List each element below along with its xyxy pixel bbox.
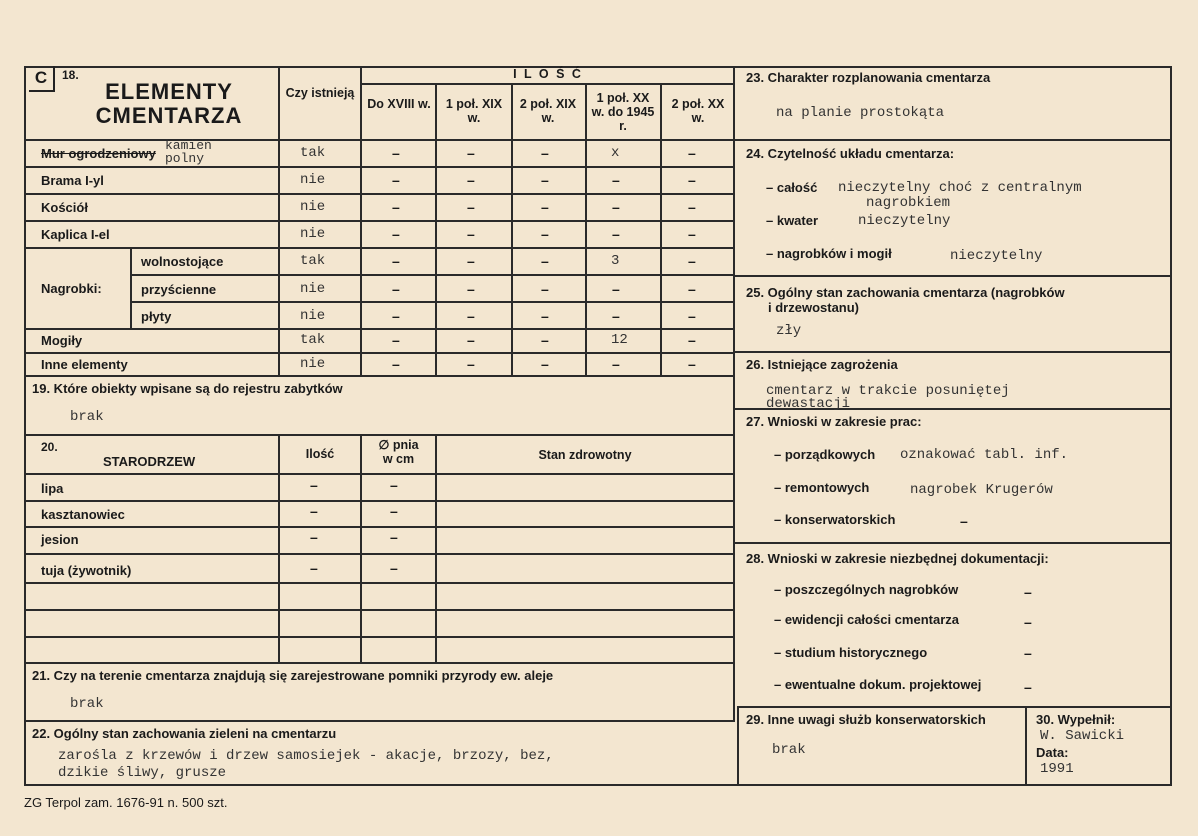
s20-diam: – [390, 503, 398, 519]
s18-period-value: – [541, 253, 549, 269]
s20-row-line [24, 582, 734, 584]
s20-row-label: tuja (żywotnik) [41, 563, 132, 578]
s18-period-value: – [392, 281, 400, 297]
s18-title [84, 80, 254, 128]
s20-row-label: jesion [41, 532, 79, 547]
s20-qty: – [310, 560, 318, 576]
s18-col-p5 [660, 84, 662, 376]
s18-period-value: – [541, 172, 549, 188]
s28-value: – [1024, 645, 1032, 661]
s29-label: 29. Inne uwagi służb konserwatorskich [746, 712, 986, 727]
s18-title-line2: CMENTARZA [95, 103, 243, 128]
s30-date-label: Data: [1036, 745, 1069, 760]
s27-kons-value: – [960, 513, 968, 529]
s20-diam-header: ∅ pnia w cm [378, 438, 419, 466]
divider-29 [737, 706, 739, 786]
s20-row-label: lipa [41, 481, 64, 496]
s28-value: – [1024, 679, 1032, 695]
s18-col-exists-header: Czy istnieją [285, 86, 355, 100]
s27-porz-label: – porządkowych [774, 447, 876, 462]
divider-30 [1025, 706, 1027, 786]
s20-diam: – [390, 560, 398, 576]
s27-rem-value: nagrobek Krugerów [910, 482, 1053, 498]
s18-period-value: – [541, 308, 549, 324]
s18-period-value: – [612, 172, 620, 188]
s19-label: 19. Które obiekty wpisane są do rejestru zabytków [32, 381, 343, 396]
s18-period-value: – [688, 281, 696, 297]
s18-period-value: – [688, 253, 696, 269]
s25-value: zły [776, 323, 802, 339]
s20-diam: – [390, 529, 398, 545]
s18-period-value: – [541, 332, 549, 348]
s20-qty: – [310, 503, 318, 519]
s28-item: – studium historycznego [774, 645, 928, 660]
s24-nagrobkow-value: nieczytelny [950, 248, 1043, 264]
s18-period-value: – [688, 308, 696, 324]
s18-period-value: – [392, 332, 400, 348]
s18-period-value: – [688, 172, 696, 188]
s18-row-label: Kościół [41, 200, 88, 215]
s18-period-value: 3 [611, 253, 620, 269]
s18-period-value: – [688, 332, 696, 348]
s30-label: 30. Wypełnił: [1036, 712, 1116, 727]
s30-date: 1991 [1040, 761, 1074, 777]
line-23 [733, 139, 1172, 141]
s18-period-value: – [612, 356, 620, 372]
s18-period-value: – [392, 145, 400, 161]
s20-number: 20. [41, 440, 58, 454]
s22-value-line1: zarośla z krzewów i drzew samosiejek - akacje, brzozy, bez, [58, 748, 554, 764]
s20-row-line [24, 473, 734, 475]
s20-qty: – [310, 477, 318, 493]
s18-row-line [24, 166, 734, 168]
s20-col-qty [278, 434, 280, 663]
s28-item: – ewentualne dokum. projektowej [774, 677, 982, 692]
s18-period-value: – [612, 226, 620, 242]
s18-row-line [24, 375, 734, 377]
s18-col-p3 [511, 84, 513, 376]
s18-period-value: – [688, 199, 696, 215]
s18-period-value: 12 [611, 332, 628, 348]
s20-row-line [24, 553, 734, 555]
line-25 [733, 351, 1172, 353]
s18-period-value: – [688, 145, 696, 161]
s18-nagrobki-label: Nagrobki: [41, 281, 102, 296]
line-19 [24, 434, 734, 436]
s27-kons-label: – konserwatorskich [774, 512, 896, 527]
s18-period-2: 2 poł. XIX w. [519, 97, 577, 125]
s21-value: brak [70, 696, 104, 712]
s18-row-label: wolnostojące [141, 254, 224, 269]
s18-exists-value: tak [300, 332, 326, 348]
s23-label: 23. Charakter rozplanowania cmentarza [746, 70, 991, 85]
s24-nagrobkow-label: – nagrobków i mogił [766, 246, 892, 261]
s18-exists-value: nie [300, 308, 326, 324]
s18-row-line [130, 301, 734, 303]
corner-letter: C [29, 66, 55, 92]
s18-row-label: Brama I-yl [41, 173, 104, 188]
s18-period-1: 1 poł. XIX w. [445, 97, 503, 125]
frame-bottom [24, 784, 1172, 786]
s18-period-value: – [541, 356, 549, 372]
s18-row-line [24, 247, 734, 249]
s28-item: – poszczególnych nagrobków [774, 582, 959, 597]
s24-label: 24. Czytelność układu cmentarza: [746, 146, 955, 161]
s18-row-label: Mur ogrodzeniowy [41, 146, 156, 161]
s18-exists-value: nie [300, 281, 326, 297]
s18-period-value: – [612, 308, 620, 324]
s20-row-line [24, 636, 734, 638]
s18-period-value: – [467, 145, 475, 161]
s23-value: na planie prostokąta [776, 105, 945, 121]
s18-period-value: – [467, 199, 475, 215]
s18-exists-value: tak [300, 145, 326, 161]
s20-row-line [24, 526, 734, 528]
s25-label1: 25. Ogólny stan zachowania cmentarza (nagrobków [746, 285, 1065, 300]
s18-row-label: płyty [141, 309, 172, 324]
s18-row-line [130, 274, 734, 276]
s24-calosc-value: nieczytelny choć z centralnym [838, 180, 1082, 196]
s21-label: 21. Czy na terenie cmentarza znajdują się zarejestrowane pomniki przyrody ew. aleje [32, 668, 554, 683]
s18-period-value: – [467, 172, 475, 188]
s18-row-label: przyścienne [141, 282, 217, 297]
s28-value: – [1024, 584, 1032, 600]
s18-period-value: – [688, 226, 696, 242]
s24-calosc-value2: nagrobkiem [866, 195, 951, 211]
s28-label: 28. Wnioski w zakresie niezbędnej dokumentacji: [746, 551, 1049, 566]
s18-period-value: – [392, 308, 400, 324]
s20-row-label: kasztanowiec [41, 507, 125, 522]
s18-row-line [24, 220, 734, 222]
s22-label: 22. Ogólny stan zachowania zieleni na cmentarzu [32, 726, 337, 741]
s27-rem-label: – remontowych [774, 480, 870, 495]
s18-ilosc-header: I L O Ś Ć [513, 67, 583, 81]
s18-period-value: – [541, 226, 549, 242]
s18-exists-value: nie [300, 226, 326, 242]
line-24 [733, 275, 1172, 277]
s18-period-value: – [467, 253, 475, 269]
s29-value: brak [772, 742, 806, 758]
s18-row-label: Mogiły [41, 333, 83, 348]
s18-period-value: – [392, 199, 400, 215]
s18-ilosc-line [362, 83, 734, 85]
s18-exists-value: tak [300, 253, 326, 269]
s18-row-line [24, 139, 734, 141]
s24-kwater-label: – kwater [766, 213, 819, 228]
s18-period-4: 2 poł. XX w. [671, 97, 725, 125]
s28-item: – ewidencji całości cmentarza [774, 612, 959, 627]
s18-period-value: – [392, 226, 400, 242]
s20-qty-header: Ilość [305, 447, 335, 461]
s20-col-health [435, 434, 437, 663]
s18-exists-value: nie [300, 356, 326, 372]
s20-row-line [24, 500, 734, 502]
s18-title-line1: ELEMENTY [105, 79, 233, 104]
s27-label: 27. Wnioski w zakresie prac: [746, 414, 922, 429]
s27-porz-value: oznakować tabl. inf. [900, 447, 1069, 463]
s25-label2: i drzewostanu) [768, 300, 860, 315]
s26-value-line1: cmentarz w trakcie posuniętej [766, 383, 1010, 399]
line-21 [24, 720, 735, 722]
s18-row-line [24, 193, 734, 195]
s18-period-value: – [467, 226, 475, 242]
s18-exists-value: nie [300, 172, 326, 188]
line-27 [733, 542, 1172, 544]
s18-exists-value: nie [300, 199, 326, 215]
s18-row-note: kamień polny [165, 138, 212, 166]
s19-value: brak [70, 409, 104, 425]
s24-kwater-value: nieczytelny [858, 213, 951, 229]
footer-print-info: ZG Terpol zam. 1676-91 n. 500 szt. [24, 795, 228, 810]
s20-health-header: Stan zdrowotny [538, 448, 632, 462]
s22-value-line2: dzikie śliwy, grusze [58, 765, 227, 781]
s30-name: W. Sawicki [1040, 728, 1125, 744]
s18-period-value: – [541, 199, 549, 215]
s18-col-p4 [585, 84, 587, 376]
s18-period-value: – [392, 253, 400, 269]
divider-main [733, 66, 735, 721]
s18-number: 18. [62, 68, 79, 82]
s20-row-line [24, 662, 734, 664]
s18-row-label: Inne elementy [41, 357, 128, 372]
s18-period-value: – [612, 199, 620, 215]
s26-label: 26. Istniejące zagrożenia [746, 357, 898, 372]
s26-value-line2: dewastacji [766, 396, 851, 412]
frame-right [1170, 66, 1172, 786]
s18-period-value: – [392, 172, 400, 188]
s20-col-diam [360, 434, 362, 663]
line-28 [737, 706, 1172, 708]
s28-value: – [1024, 614, 1032, 630]
s24-calosc-label: – całość [766, 180, 818, 195]
s18-period-value: – [467, 308, 475, 324]
s18-period-value: – [541, 281, 549, 297]
s20-qty: – [310, 529, 318, 545]
s18-period-value: – [467, 356, 475, 372]
s20-row-line [24, 609, 734, 611]
s18-period-value: – [392, 356, 400, 372]
s18-period-3: 1 poł. XX w. do 1945 r. [591, 91, 655, 133]
s18-period-value: x [611, 145, 620, 161]
s18-row-label: Kaplica I-el [41, 227, 110, 242]
s18-period-value: – [541, 145, 549, 161]
s18-period-0: Do XVIII w. [367, 97, 431, 111]
s18-period-value: – [612, 281, 620, 297]
s18-period-value: – [467, 281, 475, 297]
s18-col-p2 [435, 84, 437, 376]
s20-title: STARODRZEW [103, 454, 196, 469]
s18-row-line [24, 352, 734, 354]
frame-left [24, 66, 26, 786]
s20-diam: – [390, 477, 398, 493]
s18-nagrobki-split [130, 247, 132, 328]
s18-row-line [24, 328, 734, 330]
s18-period-value: – [467, 332, 475, 348]
s18-period-value: – [688, 356, 696, 372]
